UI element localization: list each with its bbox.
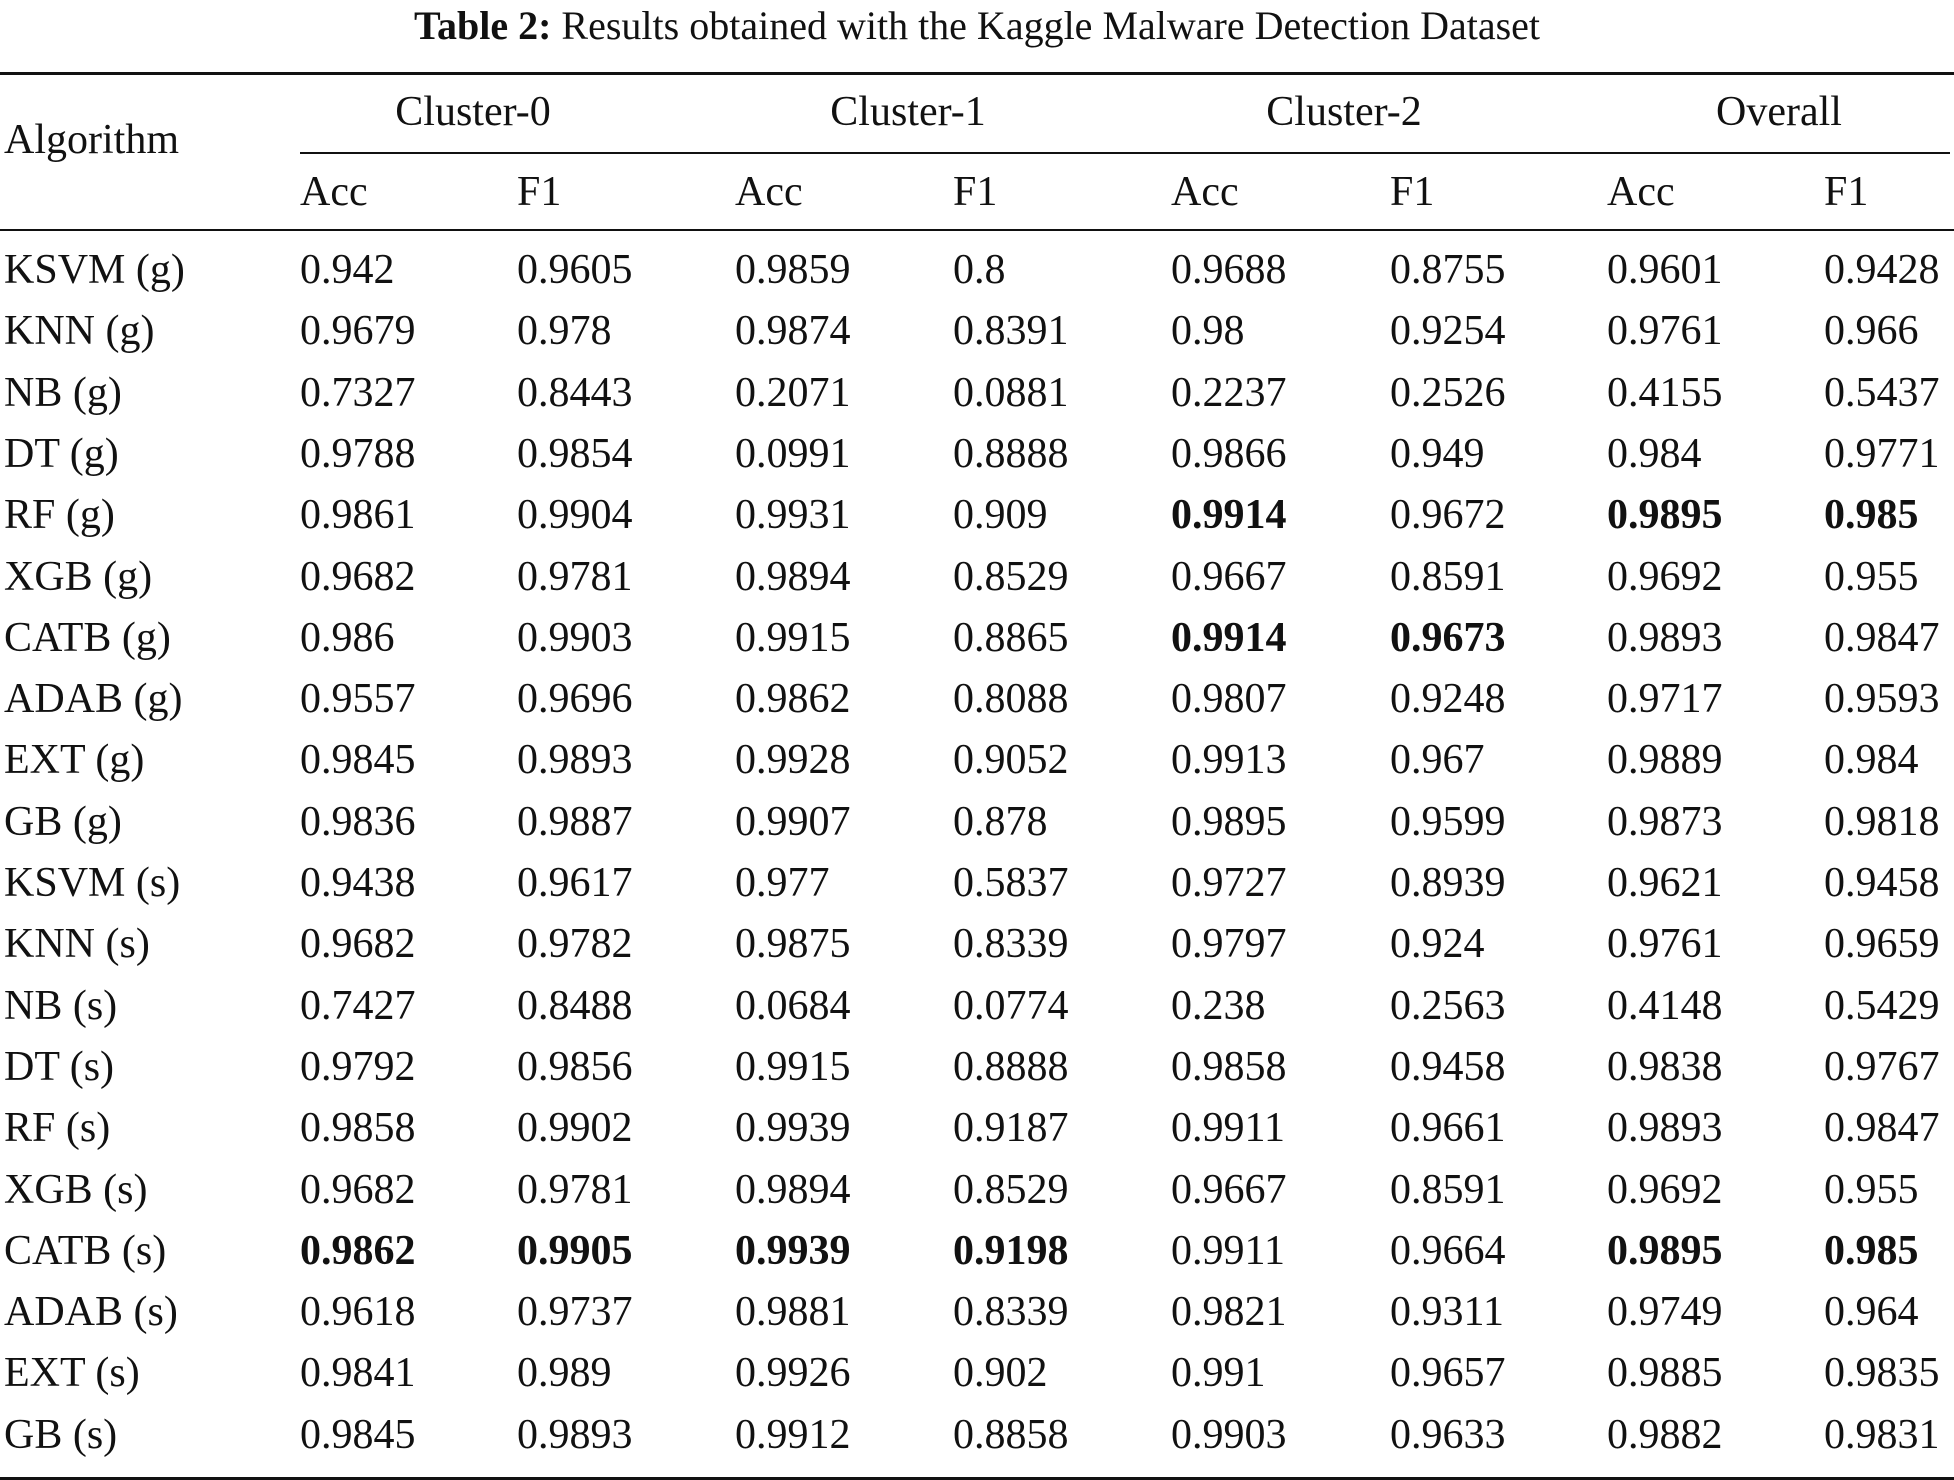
table-cell: 0.9659 xyxy=(1824,921,1940,968)
table-cell: 0.991 xyxy=(1171,1350,1266,1397)
table-cell: 0.8939 xyxy=(1390,860,1506,906)
table-cell: 0.909 xyxy=(953,492,1048,539)
table-cell: 0.9792 xyxy=(300,1043,416,1090)
table-cell: 0.9679 xyxy=(300,308,416,355)
table-cell: 0.878 xyxy=(953,798,1048,845)
table-cell: 0.9893 xyxy=(1607,614,1723,661)
table-cell: 0.9862 xyxy=(300,1227,416,1274)
table-cell: 0.0684 xyxy=(735,982,851,1029)
table-cell: 0.9915 xyxy=(735,614,851,661)
table-cell: 0.9939 xyxy=(735,1105,851,1152)
table-cell: 0.9905 xyxy=(517,1227,633,1274)
table-cell: 0.949 xyxy=(1390,430,1485,477)
algorithm-name: KNN (s) xyxy=(4,921,150,968)
table-cell: 0.8591 xyxy=(1390,553,1506,600)
table-cell: 0.9633 xyxy=(1390,1411,1506,1458)
table-cell: 0.9667 xyxy=(1171,1166,1287,1213)
algorithm-name: RF (g) xyxy=(4,492,115,539)
table-cell: 0.9667 xyxy=(1171,553,1287,600)
table-cell: 0.9617 xyxy=(517,860,633,906)
table-cell: 0.955 xyxy=(1824,1166,1919,1213)
algorithm-name: XGB (s) xyxy=(4,1166,148,1213)
table-cell: 0.9847 xyxy=(1824,614,1940,661)
table-cell: 0.9939 xyxy=(735,1227,851,1274)
table-cell: 0.9428 xyxy=(1824,247,1940,293)
table-cell: 0.9749 xyxy=(1607,1289,1723,1336)
group-header: Cluster-1 xyxy=(830,89,986,135)
column-subheader: F1 xyxy=(1824,169,1869,215)
table-cell: 0.9895 xyxy=(1607,1227,1723,1274)
column-subheader: Acc xyxy=(1607,169,1675,215)
table-cell: 0.978 xyxy=(517,308,612,355)
algorithm-name: RF (s) xyxy=(4,1105,111,1152)
row-header-algorithm: Algorithm xyxy=(4,117,179,163)
algorithm-name: XGB (g) xyxy=(4,553,153,600)
table-cell: 0.9845 xyxy=(300,737,416,784)
algorithm-name: DT (s) xyxy=(4,1043,115,1090)
table-cell: 0.9605 xyxy=(517,247,633,293)
table-cell: 0.9847 xyxy=(1824,1105,1940,1152)
table-cell: 0.967 xyxy=(1390,737,1485,784)
table-cell: 0.9311 xyxy=(1390,1289,1504,1336)
table-cell: 0.9767 xyxy=(1824,1043,1940,1090)
table-cell: 0.9248 xyxy=(1390,676,1506,723)
table-cell: 0.9873 xyxy=(1607,798,1723,845)
table-cell: 0.9254 xyxy=(1390,308,1506,355)
table-cell: 0.9836 xyxy=(300,798,416,845)
algorithm-name: KSVM (s) xyxy=(4,860,181,906)
caption-text: Results obtained with the Kaggle Malware Detection Dataset xyxy=(561,3,1541,48)
table-cell: 0.9928 xyxy=(735,737,851,784)
group-header: Cluster-0 xyxy=(395,89,551,135)
table-cell: 0.9887 xyxy=(517,798,633,845)
table-cell: 0.9912 xyxy=(735,1411,851,1458)
table-cell: 0.8591 xyxy=(1390,1166,1506,1213)
column-subheader: F1 xyxy=(953,169,998,215)
table-cell: 0.5837 xyxy=(953,860,1069,906)
table-cell: 0.8865 xyxy=(953,614,1069,661)
table-cell: 0.9911 xyxy=(1171,1105,1285,1152)
table-cell: 0.9831 xyxy=(1824,1411,1940,1458)
table-cell: 0.9781 xyxy=(517,553,633,600)
table-cell: 0.9593 xyxy=(1824,676,1940,723)
table-cell: 0.9657 xyxy=(1390,1350,1506,1397)
table-cell: 0.9661 xyxy=(1390,1105,1506,1152)
table-cell: 0.2563 xyxy=(1390,982,1506,1029)
table-cell: 0.8 xyxy=(953,247,1006,293)
table-cell: 0.9621 xyxy=(1607,860,1723,906)
table-cell: 0.9894 xyxy=(735,1166,851,1213)
table-cell: 0.9458 xyxy=(1824,860,1940,906)
caption-label: Table 2: xyxy=(413,3,552,48)
table-cell: 0.9889 xyxy=(1607,737,1723,784)
table-cell: 0.9875 xyxy=(735,921,851,968)
table-cell: 0.986 xyxy=(300,614,395,661)
table-cell: 0.9893 xyxy=(1607,1105,1723,1152)
algorithm-name: NB (s) xyxy=(4,982,118,1029)
table-cell: 0.9664 xyxy=(1390,1227,1506,1274)
table-cell: 0.9781 xyxy=(517,1166,633,1213)
table-cell: 0.9861 xyxy=(300,492,416,539)
table-cell: 0.9727 xyxy=(1171,860,1287,906)
table-cell: 0.9874 xyxy=(735,308,851,355)
table-cell: 0.4148 xyxy=(1607,982,1723,1029)
table-cell: 0.989 xyxy=(517,1350,612,1397)
table-cell: 0.238 xyxy=(1171,982,1266,1029)
table-cell: 0.9907 xyxy=(735,798,851,845)
column-subheader: Acc xyxy=(1171,169,1239,215)
table-cell: 0.2526 xyxy=(1390,369,1506,416)
table-cell: 0.9858 xyxy=(300,1105,416,1152)
table-cell: 0.985 xyxy=(1824,492,1919,539)
table-cell: 0.9692 xyxy=(1607,1166,1723,1213)
table-cell: 0.9688 xyxy=(1171,247,1287,293)
table-cell: 0.9821 xyxy=(1171,1289,1287,1336)
algorithm-name: GB (g) xyxy=(4,798,122,845)
column-subheader: Acc xyxy=(300,169,368,215)
table-cell: 0.8488 xyxy=(517,982,633,1029)
table-cell: 0.9914 xyxy=(1171,492,1287,539)
table-cell: 0.98 xyxy=(1171,308,1245,355)
algorithm-name: ADAB (s) xyxy=(4,1289,178,1336)
table-cell: 0.0774 xyxy=(953,982,1069,1029)
table-cell: 0.984 xyxy=(1824,737,1919,784)
column-subheader: F1 xyxy=(1390,169,1435,215)
table-cell: 0.8088 xyxy=(953,676,1069,723)
algorithm-name: CATB (s) xyxy=(4,1227,167,1274)
algorithm-name: ADAB (g) xyxy=(4,676,183,723)
table-cell: 0.8443 xyxy=(517,369,633,416)
table-cell: 0.985 xyxy=(1824,1227,1919,1274)
table-cell: 0.9894 xyxy=(735,553,851,600)
table-cell: 0.9761 xyxy=(1607,921,1723,968)
table-cell: 0.902 xyxy=(953,1350,1048,1397)
table-cell: 0.9838 xyxy=(1607,1043,1723,1090)
table-cell: 0.9835 xyxy=(1824,1350,1940,1397)
table-cell: 0.0991 xyxy=(735,430,851,477)
table-cell: 0.9866 xyxy=(1171,430,1287,477)
table-cell: 0.964 xyxy=(1824,1289,1919,1336)
table-cell: 0.9845 xyxy=(300,1411,416,1458)
table-cell: 0.9903 xyxy=(517,614,633,661)
table-cell: 0.2071 xyxy=(735,369,851,416)
table-cell: 0.9198 xyxy=(953,1227,1069,1274)
table-cell: 0.9913 xyxy=(1171,737,1287,784)
table-cell: 0.8391 xyxy=(953,308,1069,355)
group-header: Cluster-2 xyxy=(1266,89,1422,135)
table-cell: 0.984 xyxy=(1607,430,1702,477)
table-cell: 0.2237 xyxy=(1171,369,1287,416)
table-cell: 0.9771 xyxy=(1824,430,1940,477)
table-cell: 0.9915 xyxy=(735,1043,851,1090)
table-cell: 0.9682 xyxy=(300,921,416,968)
table-cell: 0.9761 xyxy=(1607,308,1723,355)
table-cell: 0.9841 xyxy=(300,1350,416,1397)
table-cell: 0.9859 xyxy=(735,247,851,293)
table-cell: 0.7427 xyxy=(300,982,416,1029)
table-cell: 0.966 xyxy=(1824,308,1919,355)
table-cell: 0.9854 xyxy=(517,430,633,477)
table-cell: 0.9458 xyxy=(1390,1043,1506,1090)
table-cell: 0.8529 xyxy=(953,553,1069,600)
table-cell: 0.9673 xyxy=(1390,614,1506,661)
table-cell: 0.8529 xyxy=(953,1166,1069,1213)
table-cell: 0.9682 xyxy=(300,553,416,600)
table-cell: 0.8755 xyxy=(1390,247,1506,293)
algorithm-name: KNN (g) xyxy=(4,308,155,355)
table-cell: 0.9682 xyxy=(300,1166,416,1213)
column-subheader: Acc xyxy=(735,169,803,215)
table-cell: 0.977 xyxy=(735,860,830,906)
table-cell: 0.9856 xyxy=(517,1043,633,1090)
table-cell: 0.9818 xyxy=(1824,798,1940,845)
algorithm-name: EXT (g) xyxy=(4,737,145,784)
table-cell: 0.9895 xyxy=(1171,798,1287,845)
table-cell: 0.9557 xyxy=(300,676,416,723)
table-cell: 0.9696 xyxy=(517,676,633,723)
table-cell: 0.9895 xyxy=(1607,492,1723,539)
algorithm-name: GB (s) xyxy=(4,1411,118,1458)
table-cell: 0.9717 xyxy=(1607,676,1723,723)
table-caption xyxy=(0,0,1954,52)
table-cell: 0.9904 xyxy=(517,492,633,539)
table-cell: 0.5437 xyxy=(1824,369,1940,416)
table-cell: 0.9672 xyxy=(1390,492,1506,539)
header-rule xyxy=(0,229,1954,231)
table-cell: 0.9788 xyxy=(300,430,416,477)
table-cell: 0.9882 xyxy=(1607,1411,1723,1458)
algorithm-name: KSVM (g) xyxy=(4,247,185,293)
algorithm-name: DT (g) xyxy=(4,430,119,477)
table-cell: 0.9618 xyxy=(300,1289,416,1336)
table-cell: 0.9807 xyxy=(1171,676,1287,723)
table-cell: 0.9782 xyxy=(517,921,633,968)
table-cell: 0.9911 xyxy=(1171,1227,1285,1274)
column-subheader: F1 xyxy=(517,169,562,215)
table-cell: 0.9881 xyxy=(735,1289,851,1336)
table-cell: 0.9692 xyxy=(1607,553,1723,600)
table-cell: 0.8339 xyxy=(953,921,1069,968)
table-cell: 0.9914 xyxy=(1171,614,1287,661)
table-cell: 0.9737 xyxy=(517,1289,633,1336)
table-cell: 0.9903 xyxy=(1171,1411,1287,1458)
algorithm-name: EXT (s) xyxy=(4,1350,140,1397)
table-cell: 0.9931 xyxy=(735,492,851,539)
group-rule xyxy=(300,152,1950,154)
table-cell: 0.924 xyxy=(1390,921,1485,968)
table-cell: 0.9885 xyxy=(1607,1350,1723,1397)
table-cell: 0.8888 xyxy=(953,1043,1069,1090)
table-cell: 0.942 xyxy=(300,247,395,293)
table-cell: 0.8888 xyxy=(953,430,1069,477)
table-cell: 0.9052 xyxy=(953,737,1069,784)
algorithm-name: CATB (g) xyxy=(4,614,171,661)
table-cell: 0.9902 xyxy=(517,1105,633,1152)
table-cell: 0.9926 xyxy=(735,1350,851,1397)
table-cell: 0.9862 xyxy=(735,676,851,723)
table-cell: 0.9797 xyxy=(1171,921,1287,968)
algorithm-name: NB (g) xyxy=(4,369,122,416)
table-cell: 0.0881 xyxy=(953,369,1069,416)
table-cell: 0.8858 xyxy=(953,1411,1069,1458)
table-cell: 0.9187 xyxy=(953,1105,1069,1152)
table-cell: 0.9893 xyxy=(517,1411,633,1458)
table-cell: 0.4155 xyxy=(1607,369,1723,416)
table-cell: 0.7327 xyxy=(300,369,416,416)
table-cell: 0.8339 xyxy=(953,1289,1069,1336)
table-cell: 0.9438 xyxy=(300,860,416,906)
table-cell: 0.955 xyxy=(1824,553,1919,600)
top-rule xyxy=(0,72,1954,75)
table-cell: 0.9601 xyxy=(1607,247,1723,293)
table-cell: 0.5429 xyxy=(1824,982,1940,1029)
group-header: Overall xyxy=(1716,89,1842,135)
table-cell: 0.9858 xyxy=(1171,1043,1287,1090)
table-cell: 0.9599 xyxy=(1390,798,1506,845)
table-cell: 0.9893 xyxy=(517,737,633,784)
